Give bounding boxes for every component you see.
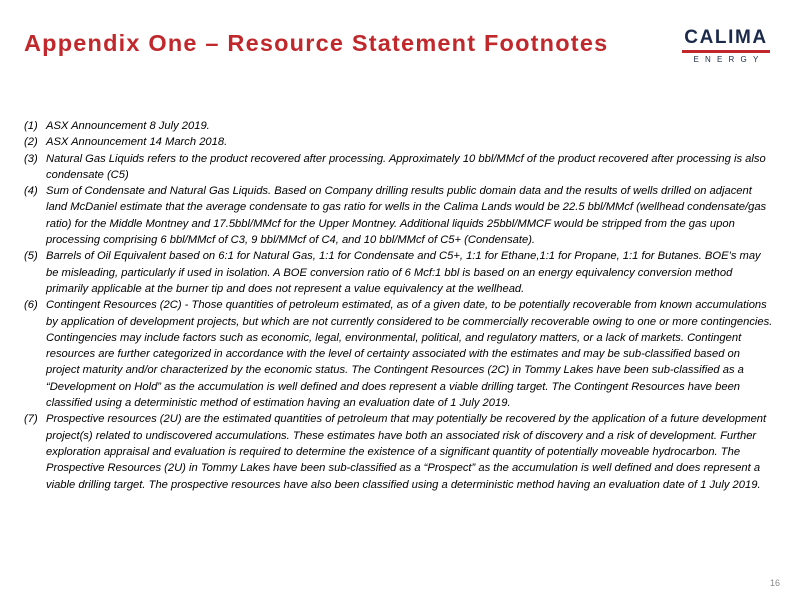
footnote-item xyxy=(24,183,776,248)
footnote-item xyxy=(24,134,776,150)
footnote-text: ASX Announcement 8 July 2019. xyxy=(46,120,210,132)
footnote-text: ASX Announcement 14 March 2018. xyxy=(46,136,228,149)
footnote-number: (3) xyxy=(24,152,38,165)
footnote-number: (6) xyxy=(24,299,38,312)
footnote-item xyxy=(24,297,776,411)
footnote-number: (2) xyxy=(24,136,38,149)
page-number: 16 xyxy=(769,578,780,588)
footnote-item xyxy=(24,411,776,492)
footnote-item xyxy=(24,118,776,134)
footnote-number: (4) xyxy=(24,185,38,198)
logo-subtitle: ENERGY xyxy=(693,55,765,64)
page-title: Appendix One – Resource Statement Footnotes xyxy=(24,30,609,56)
footnote-text: Natural Gas Liquids refers to the product recovered after processing. Approximately 10 bbl/MMcf of the product recovered after processing is also condensate (C5) xyxy=(46,152,766,181)
footnote-text: Prospective resources (2U) are the estimated quantities of petroleum that may potentially be recovered by the application of a future development project(s) related to undiscovered accumulations. These estimates have both an associated risk of discovery and a risk of development. Further exploration appraisal and evaluation is required to determine the existence of a significant quantity of potentially moveable hydrocarbon. The Prospective Resources (2U) in Tommy Lakes have been sub-classified as a “Prospect” as the accumulation is well defined and does represent a viable drilling target. The prospective resources have also been classified using a deterministic method having an evaluation date of 1 July 2019. xyxy=(46,413,767,491)
footnote-item xyxy=(24,151,776,184)
logo-wordmark: CALIMA xyxy=(684,27,768,48)
footnote-item xyxy=(24,248,776,297)
footnote-number: (1) xyxy=(24,120,38,132)
footnote-text: Contingent Resources (2C) - Those quantities of petroleum estimated, as of a given date, to be potentially recoverable from known accumulations by application of development projects, but which are not currently considered to be commercially recoverable owing to one or more contingencies. Contingencies may include factors such as economic, legal, environmental, political, and regulatory matters, or a lack of markets. Contingent resources are further categorized in accordance with the level of certainty associated with the estimates and may be sub-classified based on project maturity and/or characterized by the economic status. The Contingent Resources (2C) in Tommy Lakes have been sub-classified as a “Development on Hold” as the accumulation is well defined and does represent a viable drilling target. The Contingent Resources have been classified using a deterministic method of estimation having an evaluation date of 1 July 2019. xyxy=(46,299,773,410)
footnote-number: (7) xyxy=(24,413,38,426)
footnote-text: Barrels of Oil Equivalent based on 6:1 for Natural Gas, 1:1 for Condensate and C5+, 1:1 for Ethane,1:1 for Propane, 1:1 for Butanes. BOE’s may be misleading, particularly if used in isolation. A BOE conversion ratio of 6 Mcf:1 bbl is based on an energy equivalency conversion method primarily applicable at the burner tip and does not represent a value equivalency at the wellhead. xyxy=(46,250,761,295)
footnote-number: (5) xyxy=(24,250,38,263)
calima-energy-logo xyxy=(680,28,772,62)
logo-divider xyxy=(682,50,770,53)
footnote-list xyxy=(24,118,776,493)
footnote-text: Sum of Condensate and Natural Gas Liquids. Based on Company drilling results public domain data and the results of wells drilled on adjacent land McDaniel estimate that the average condensate to gas ratio for wells in the Calima Lands would be 22.5 bbl/MMcf (wellhead condensate/gas ratio) for the Middle Montney and 17.5bbl/MMcf for the Upper Montney. Additional liquids 25bbl/MMCF would be stripped from the gas upon processing comprising 6 bbl/MMcf of C3, 9 bbl/MMcf of C4, and 10 bbl/MMcf of C5+ (Condensate). xyxy=(46,185,767,247)
